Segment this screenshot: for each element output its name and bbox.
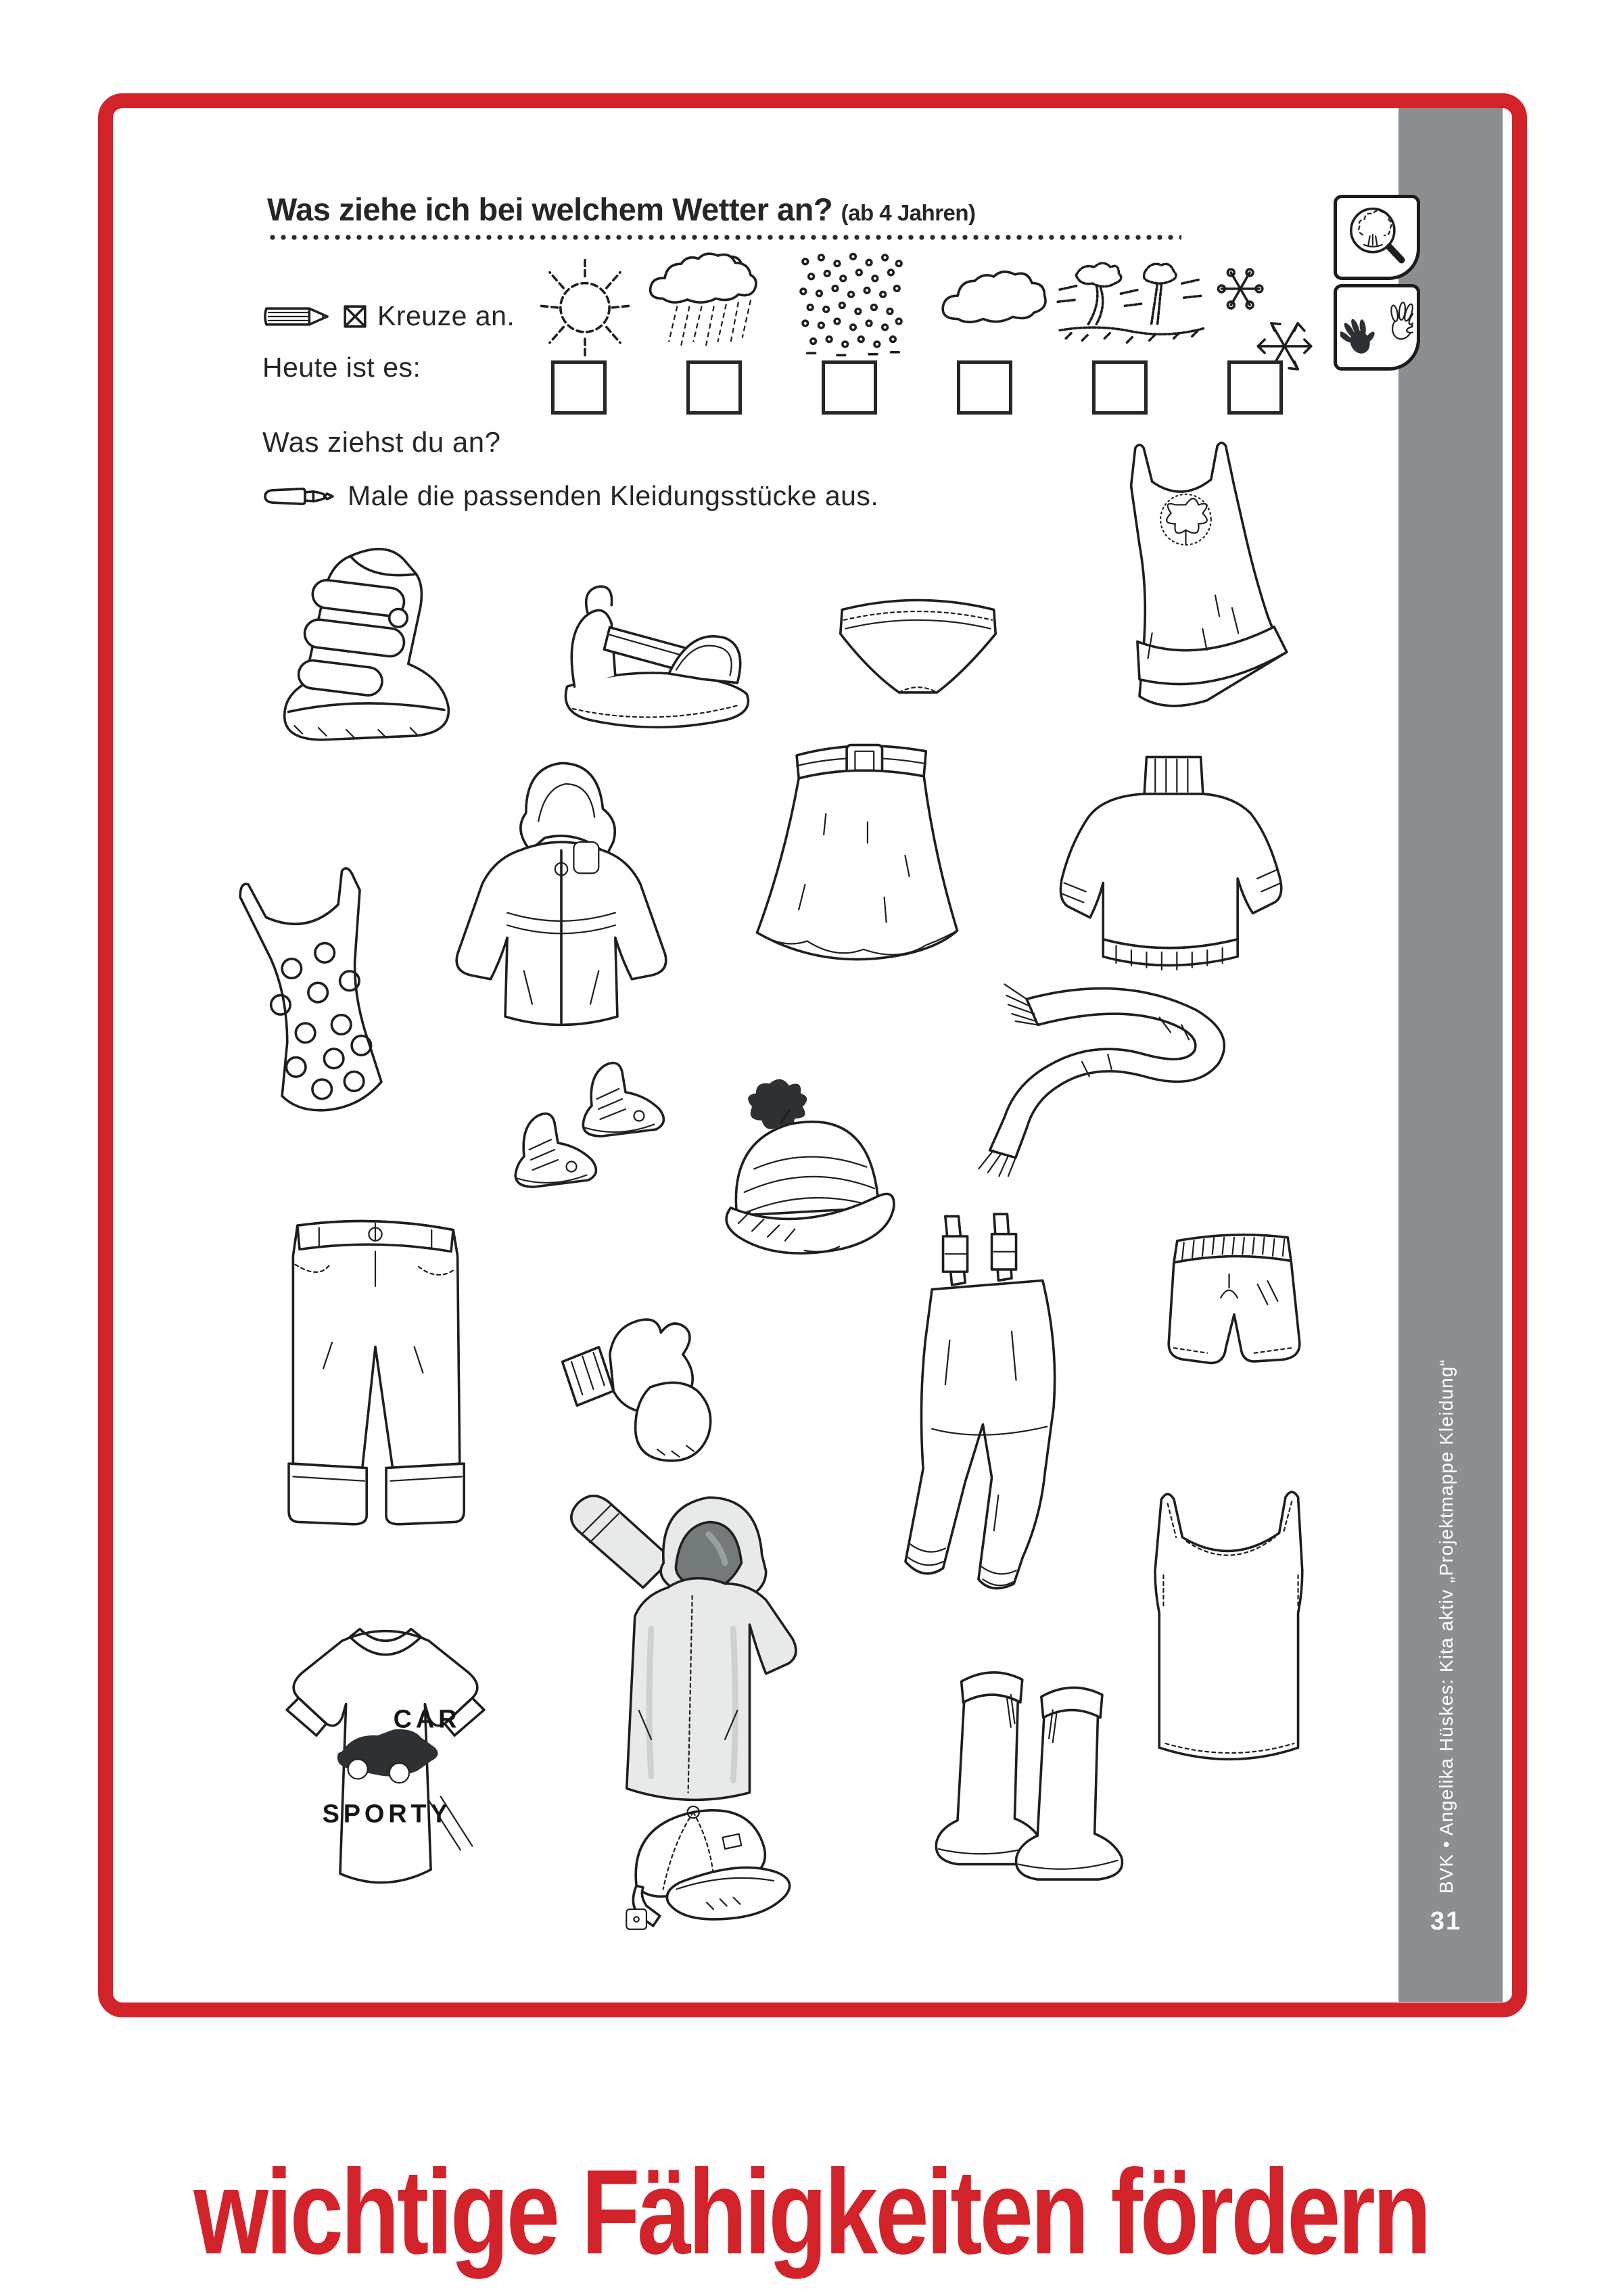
clothing-shorts[interactable] <box>1146 1224 1319 1400</box>
weather-checkbox-3[interactable] <box>822 360 877 415</box>
clothing-winter-boot[interactable] <box>270 534 480 768</box>
clothing-turtleneck-sweater[interactable] <box>1038 747 1298 977</box>
clothing-underpants[interactable] <box>832 568 1004 720</box>
page-title: Was ziehe ich bei welchem Wetter an? (ab 4 Jahren) <box>267 191 976 227</box>
rain-cloud-icon <box>639 248 774 360</box>
tshirt-print-bottom: SPORTY <box>322 1800 452 1829</box>
weather-checkbox-1[interactable] <box>551 360 607 415</box>
clothing-scarf[interactable] <box>970 981 1254 1184</box>
sidebar-credit: BVK • Angelika Hüskes: Kita aktiv „Projektmappe Kleidung“ <box>1436 1359 1457 1894</box>
windy-trees-icon <box>1054 253 1210 360</box>
clothing-tank-top[interactable] <box>1136 1474 1325 1785</box>
weather-checkbox-2[interactable] <box>686 360 742 415</box>
paint-instruction-row <box>262 480 878 512</box>
question-row <box>262 426 500 459</box>
tshirt-print-top: CAR <box>393 1705 461 1734</box>
page-number: 31 <box>1430 1907 1462 1936</box>
clothing-skirt[interactable] <box>734 730 981 981</box>
paint-instruction-label: Male die passenden Kleidungsstücke aus. <box>348 480 879 511</box>
today-label: Heute ist es: <box>262 352 421 383</box>
ballot-box-x-icon <box>342 304 368 329</box>
check-instruction-row <box>262 300 515 332</box>
magnifier-tree-icon <box>1334 195 1420 280</box>
sun-icon <box>534 249 636 358</box>
weather-checkbox-5[interactable] <box>1092 360 1148 415</box>
paintbrush-icon <box>262 484 338 509</box>
pencil-icon <box>262 302 333 331</box>
clothing-t-shirt[interactable] <box>267 1610 504 1921</box>
weather-checkbox-6[interactable] <box>1227 360 1283 415</box>
age-note: (ab 4 Jahren) <box>841 200 976 225</box>
clothing-mittens[interactable] <box>548 1298 730 1474</box>
clothing-baseball-cap[interactable] <box>592 1785 822 1944</box>
question-label: Was ziehst du an? <box>262 426 501 458</box>
clothing-summer-dress[interactable] <box>1075 440 1298 724</box>
weather-checkbox-4[interactable] <box>957 360 1012 415</box>
cloud-icon <box>935 262 1051 339</box>
check-instruction-label: Kreuze an. <box>377 300 515 331</box>
clothing-zip-hoodie[interactable] <box>541 1481 825 1819</box>
clothing-snow-bib-pants[interactable] <box>866 1204 1109 1610</box>
hands-icon <box>1334 284 1420 371</box>
snowfall-icon <box>795 252 910 361</box>
clothing-sneakers[interactable] <box>497 1048 690 1217</box>
footer-slogan: wichtige Fähigkeiten fördern <box>193 2145 1430 2279</box>
clothing-jeans[interactable] <box>267 1211 484 1583</box>
today-row <box>262 352 421 383</box>
title-dotted-rule <box>267 234 1181 241</box>
clothing-swimsuit[interactable] <box>221 857 407 1134</box>
clothing-sandal[interactable] <box>551 568 761 744</box>
clothing-hooded-jacket[interactable] <box>436 751 686 1041</box>
clothing-rubber-boots[interactable] <box>906 1643 1163 1900</box>
